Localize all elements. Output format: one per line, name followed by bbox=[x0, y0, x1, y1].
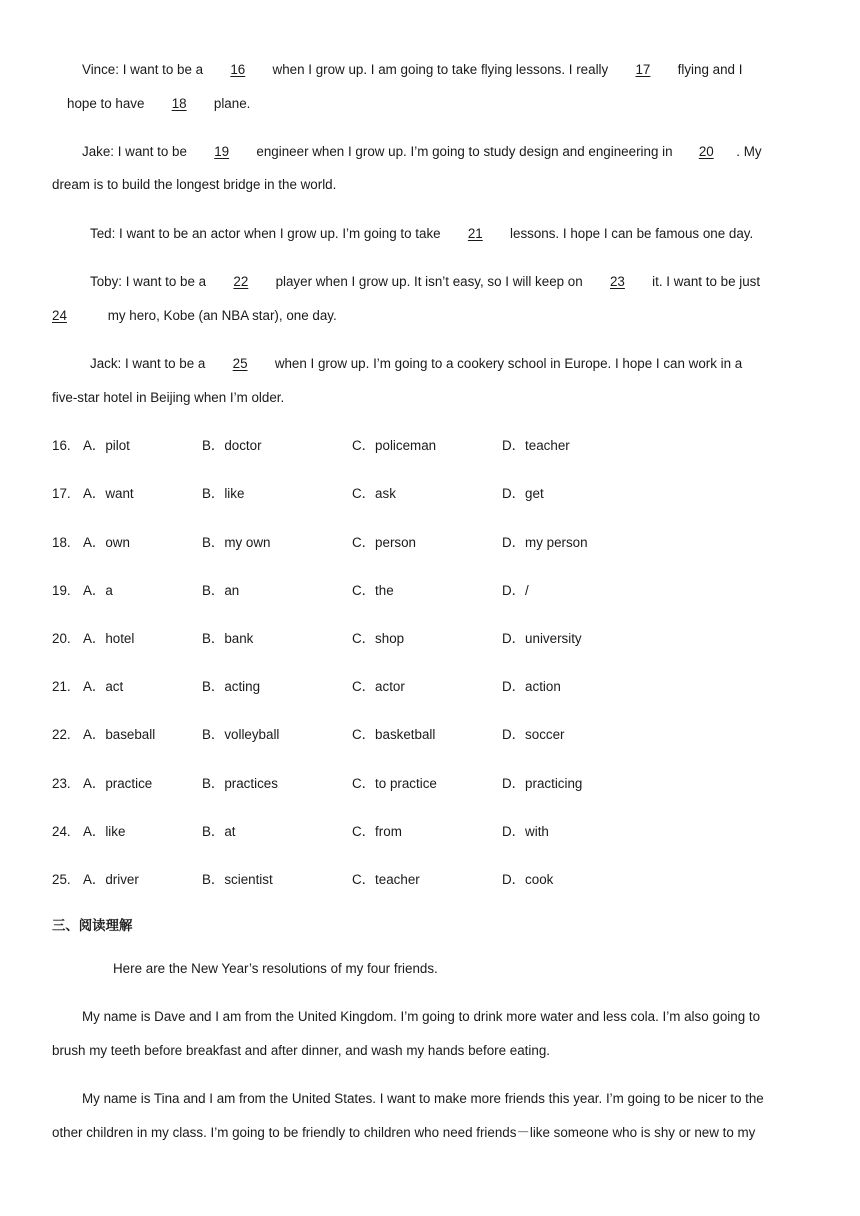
text: five-star hotel in Beijing when I’m older. bbox=[52, 390, 285, 405]
option-b[interactable]: B．scientist bbox=[202, 872, 273, 887]
blank-19: 19 bbox=[214, 144, 230, 159]
question-number: 20. bbox=[52, 631, 71, 646]
option-d[interactable]: D．practicing bbox=[502, 776, 583, 791]
question-number: 21. bbox=[52, 679, 71, 694]
option-d[interactable]: D．/ bbox=[502, 583, 529, 598]
option-c[interactable]: C．ask bbox=[352, 486, 396, 501]
text: when I grow up. I’m going to a cookery school in Europe. I hope I can work in a bbox=[271, 356, 743, 371]
question-number: 16. bbox=[52, 438, 71, 453]
vince-line-2 bbox=[67, 95, 820, 113]
question-number: 25. bbox=[52, 872, 71, 887]
question-number: 23. bbox=[52, 776, 71, 791]
option-d[interactable]: D．my person bbox=[502, 535, 588, 550]
blank-16: 16 bbox=[230, 62, 246, 77]
option-d[interactable]: D．with bbox=[502, 824, 549, 839]
option-a[interactable]: A．a bbox=[83, 583, 113, 598]
blank-17: 17 bbox=[635, 62, 651, 77]
option-d[interactable]: D．teacher bbox=[502, 438, 570, 453]
text: when I grow up. I am going to take flying lessons. I really bbox=[268, 62, 612, 77]
blank-25: 25 bbox=[232, 356, 248, 371]
option-c[interactable]: C．to practice bbox=[352, 776, 437, 791]
toby-line-1 bbox=[90, 273, 820, 291]
option-b[interactable]: B．acting bbox=[202, 679, 261, 694]
jake-line-1 bbox=[82, 143, 820, 161]
text: dream is to build the longest bridge in the world. bbox=[52, 177, 337, 192]
option-c[interactable]: C．shop bbox=[352, 631, 405, 646]
tina-line-2: other children in my class. I’m going to be friendly to children who need friends－like someone who is shy or new to my bbox=[52, 1125, 756, 1140]
option-b[interactable]: B．volleyball bbox=[202, 727, 280, 742]
option-b[interactable]: B．my own bbox=[202, 535, 271, 550]
option-b[interactable]: B．doctor bbox=[202, 438, 262, 453]
option-a[interactable]: A．pilot bbox=[83, 438, 130, 453]
option-c[interactable]: C．policeman bbox=[352, 438, 437, 453]
option-a[interactable]: A．practice bbox=[83, 776, 153, 791]
option-b[interactable]: B．at bbox=[202, 824, 236, 839]
text: lessons. I hope I can be famous one day. bbox=[506, 226, 754, 241]
option-d[interactable]: D．university bbox=[502, 631, 582, 646]
option-c[interactable]: C．person bbox=[352, 535, 417, 550]
vince-line-1 bbox=[82, 61, 820, 79]
text: engineer when I grow up. I’m going to study design and engineering in bbox=[252, 144, 677, 159]
text: Ted: I want to be an actor when I grow up. I’m going to take bbox=[90, 226, 445, 241]
option-a[interactable]: A．own bbox=[83, 535, 130, 550]
text: flying and I bbox=[673, 62, 743, 77]
dave-line-2: brush my teeth before breakfast and after dinner, and wash my hands before eating. bbox=[52, 1043, 550, 1058]
option-a[interactable]: A．act bbox=[83, 679, 124, 694]
section-heading: 三、阅读理解 bbox=[52, 919, 133, 934]
option-b[interactable]: B．bank bbox=[202, 631, 254, 646]
blank-22: 22 bbox=[233, 274, 249, 289]
ted-line-1 bbox=[90, 225, 820, 243]
option-c[interactable]: C．basketball bbox=[352, 727, 436, 742]
blank-21: 21 bbox=[467, 226, 483, 241]
blank-20: 20 bbox=[698, 144, 714, 159]
question-number: 18. bbox=[52, 535, 71, 550]
text: . My bbox=[736, 144, 762, 159]
dave-line-1: My name is Dave and I am from the United Kingdom. I’m going to drink more water and less cola. I’m also going to bbox=[82, 1009, 761, 1024]
text: it. I want to be just bbox=[648, 274, 761, 289]
option-a[interactable]: A．baseball bbox=[83, 727, 156, 742]
option-b[interactable]: B．practices bbox=[202, 776, 278, 791]
text: Toby: I want to be a bbox=[90, 274, 210, 289]
option-a[interactable]: A．like bbox=[83, 824, 126, 839]
text: Jake: I want to be bbox=[82, 144, 191, 159]
text: Jack: I want to be a bbox=[90, 356, 210, 371]
text: plane. bbox=[210, 96, 251, 111]
jake-line-2 bbox=[52, 176, 820, 194]
blank-23: 23 bbox=[609, 274, 625, 289]
option-c[interactable]: C．from bbox=[352, 824, 402, 839]
option-d[interactable]: D．cook bbox=[502, 872, 554, 887]
option-c[interactable]: C．actor bbox=[352, 679, 405, 694]
option-c[interactable]: C．teacher bbox=[352, 872, 420, 887]
option-b[interactable]: B．an bbox=[202, 583, 240, 598]
question-number: 19. bbox=[52, 583, 71, 598]
question-number: 17. bbox=[52, 486, 71, 501]
toby-line-2 bbox=[52, 307, 820, 325]
question-number: 22. bbox=[52, 727, 71, 742]
jack-line-1 bbox=[90, 355, 820, 373]
text: hope to have bbox=[67, 96, 149, 111]
option-d[interactable]: D．action bbox=[502, 679, 561, 694]
question-number: 24. bbox=[52, 824, 71, 839]
option-d[interactable]: D．soccer bbox=[502, 727, 565, 742]
jack-line-2 bbox=[52, 389, 820, 407]
blank-24: 24 bbox=[52, 308, 67, 323]
tina-line-1: My name is Tina and I am from the United States. I want to make more friends this year. I’m going to be nicer to the bbox=[82, 1091, 764, 1106]
blank-18: 18 bbox=[171, 96, 187, 111]
option-a[interactable]: A．want bbox=[83, 486, 134, 501]
reading-intro: Here are the New Year’s resolutions of my four friends. bbox=[113, 961, 438, 976]
option-a[interactable]: A．hotel bbox=[83, 631, 135, 646]
text: my hero, Kobe (an NBA star), one day. bbox=[104, 308, 337, 323]
option-b[interactable]: B．like bbox=[202, 486, 245, 501]
text: Vince: I want to be a bbox=[82, 62, 207, 77]
option-a[interactable]: A．driver bbox=[83, 872, 139, 887]
option-c[interactable]: C．the bbox=[352, 583, 394, 598]
option-d[interactable]: D．get bbox=[502, 486, 544, 501]
text: player when I grow up. It isn’t easy, so I will keep on bbox=[271, 274, 587, 289]
